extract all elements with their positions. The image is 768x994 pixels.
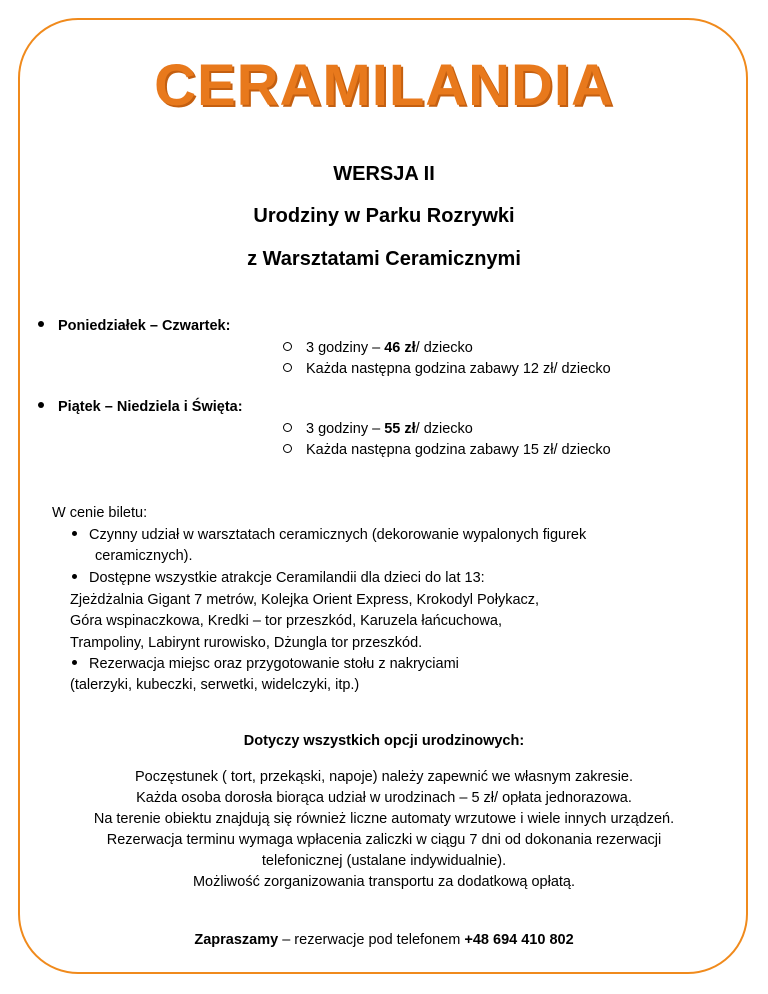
price-value: 46 zł <box>384 340 416 356</box>
attractions-line: Góra wspinaczkowa, Kredki – tor przeszkód, Karuzela łańcuchowa, <box>70 613 502 629</box>
schedule-day-weekday: Poniedziałek – Czwartek: <box>38 318 230 334</box>
subtitle-line-2: z Warsztatami Ceramicznymi <box>247 248 521 270</box>
included-item: Czynny udział w warsztatach ceramicznych (dekorowanie wypalonych figurek <box>72 525 586 547</box>
note-line: Możliwość zorganizowania transportu za dodatkową opłatą. <box>192 874 576 890</box>
brand-title: CERAMILANDIA <box>154 53 614 118</box>
version-heading: WERSJA II <box>333 163 435 185</box>
bullet-icon <box>72 531 77 536</box>
rounded-border-frame <box>18 18 748 974</box>
price-line: 3 godziny – 55 zł/ dziecko <box>283 421 473 437</box>
included-item: Rezerwacja miejsc oraz przygotowanie stołu z nakryciami <box>72 654 459 676</box>
included-item: Dostępne wszystkie atrakcje Ceramilandii dla dzieci do lat 13: <box>72 568 485 590</box>
note-line: Na terenie obiektu znajdują się również liczne automaty wrzutowe i wiele innych urządzeń. <box>93 811 675 827</box>
bullet-icon <box>72 574 77 579</box>
circle-bullet-icon <box>283 363 292 372</box>
included-intro: W cenie biletu: <box>52 505 148 521</box>
schedule-day-weekend: Piątek – Niedziela i Święta: <box>38 399 243 415</box>
circle-bullet-icon <box>283 342 292 351</box>
extra-hour-line: Każda następna godzina zabawy 12 zł/ dziecko <box>283 361 611 377</box>
bullet-icon <box>38 402 44 408</box>
table-setting-line: (talerzyki, kubeczki, serwetki, widelczyki, itp.) <box>70 677 360 693</box>
attractions-line: Zjeżdżalnia Gigant 7 metrów, Kolejka Orient Express, Krokodyl Połykacz, <box>70 592 540 608</box>
note-line: telefonicznej (ustalane indywidualnie). <box>261 853 507 869</box>
note-line: Każda osoba dorosła biorąca udział w urodzinach – 5 zł/ opłata jednorazowa. <box>136 790 632 806</box>
circle-bullet-icon <box>283 423 292 432</box>
subtitle-line-1: Urodziny w Parku Rozrywki <box>253 205 515 227</box>
note-line: Rezerwacja terminu wymaga wpłacenia zaliczki w ciągu 7 dni od dokonania rezerwacji <box>106 832 662 848</box>
invite-text: Zapraszamy <box>194 932 279 948</box>
notes-heading: Dotyczy wszystkich opcji urodzinowych: <box>243 733 525 749</box>
price-line: 3 godziny – 46 zł/ dziecko <box>283 340 473 356</box>
extra-hour-line: Każda następna godzina zabawy 15 zł/ dziecko <box>283 442 611 458</box>
bullet-icon <box>72 660 77 665</box>
price-value: 55 zł <box>384 421 416 437</box>
bullet-icon <box>38 321 44 327</box>
footer-contact: Zapraszamy – rezerwacje pod telefonem +48 694 410 802 <box>194 932 574 948</box>
phone-number: +48 694 410 802 <box>464 932 574 948</box>
included-item-continued: ceramicznych). <box>95 548 193 564</box>
note-line: Poczęstunek ( tort, przekąski, napoje) należy zapewnić we własnym zakresie. <box>134 769 634 785</box>
attractions-line: Trampoliny, Labirynt rurowisko, Dżungla tor przeszkód. <box>70 635 423 651</box>
circle-bullet-icon <box>283 444 292 453</box>
